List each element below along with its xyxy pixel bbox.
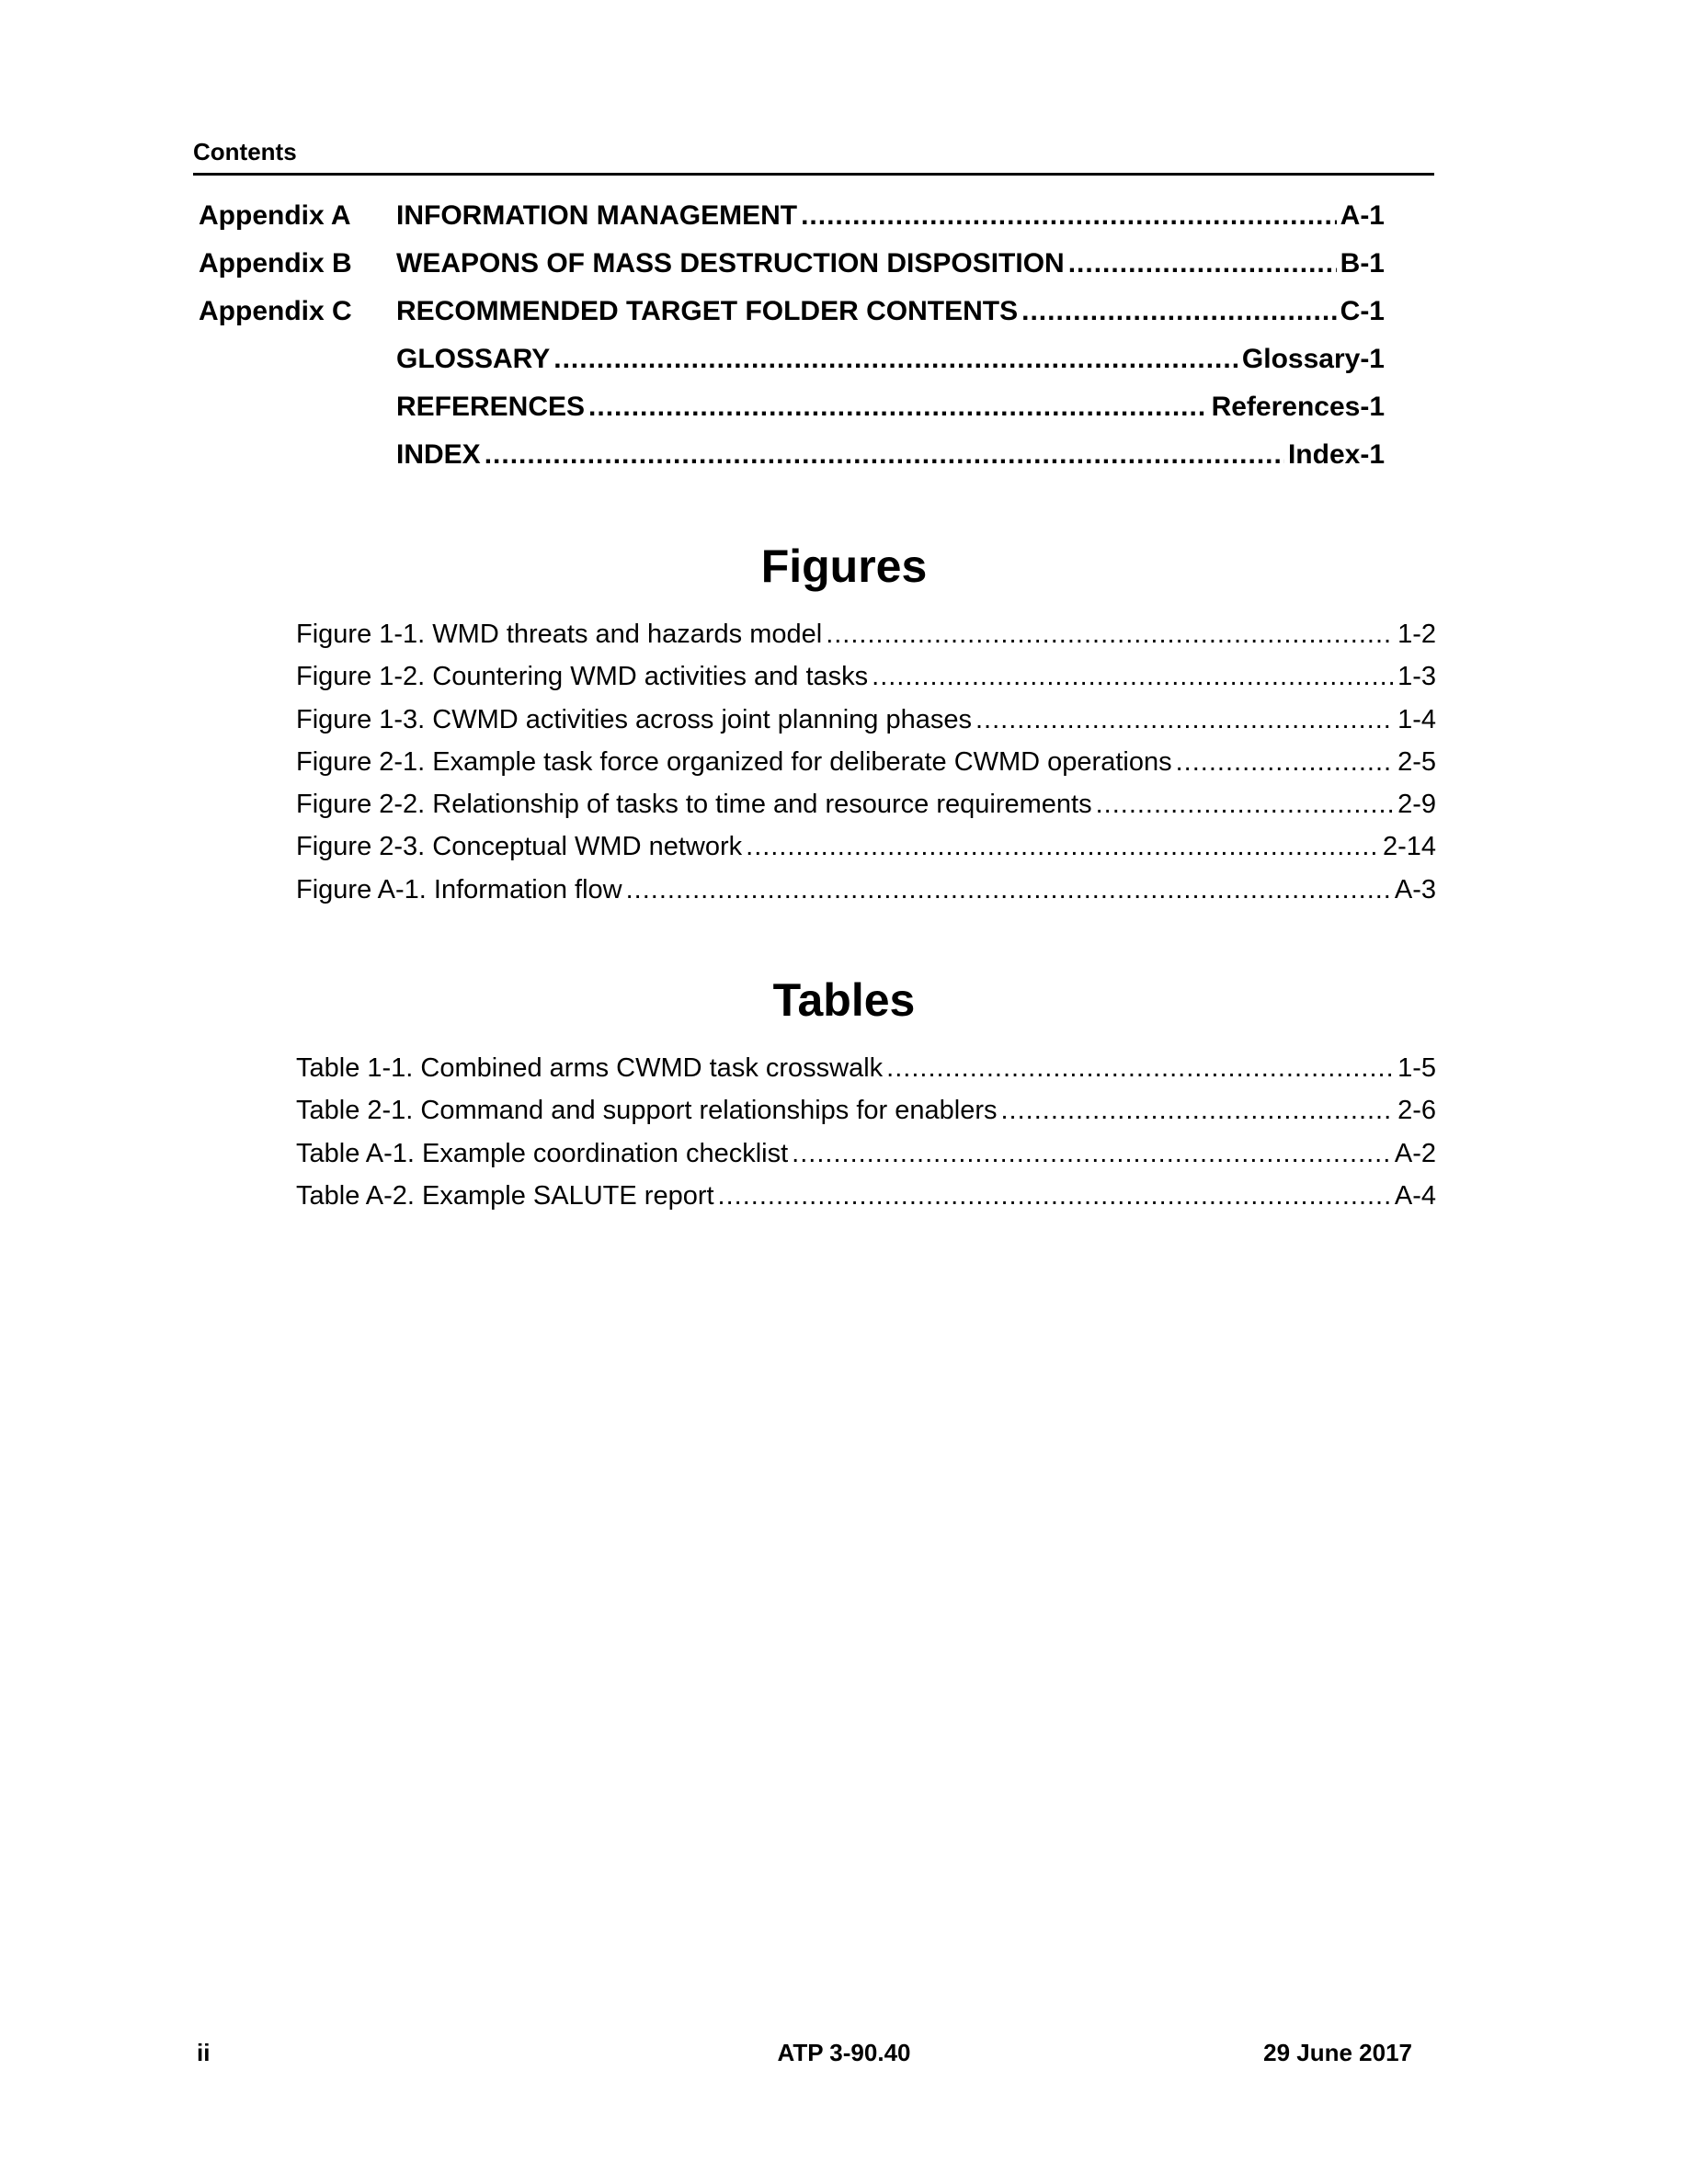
figure-entry-title: Figure 1-2. Countering WMD activities and tasks bbox=[296, 662, 869, 692]
toc-entry-title: INDEX bbox=[396, 439, 481, 470]
dot-leader bbox=[872, 662, 1394, 692]
figure-entry-title: Figure 1-1. WMD threats and hazards model bbox=[296, 620, 823, 649]
dot-leader bbox=[826, 620, 1394, 650]
dot-leader bbox=[1021, 296, 1337, 327]
table-entry[interactable] bbox=[296, 1053, 1436, 1096]
dot-leader bbox=[588, 392, 1208, 423]
toc-entry[interactable] bbox=[199, 392, 1385, 439]
toc-entry[interactable] bbox=[199, 344, 1385, 392]
toc-entry[interactable] bbox=[199, 248, 1385, 296]
dot-leader bbox=[1068, 248, 1337, 279]
table-entry-page: A-2 bbox=[1394, 1138, 1436, 1168]
figure-entry-page: 1-4 bbox=[1397, 704, 1436, 734]
toc-list bbox=[199, 200, 1385, 487]
table-entry[interactable] bbox=[296, 1139, 1436, 1181]
tables-list bbox=[296, 1053, 1436, 1223]
toc-entry-prefix: Appendix C bbox=[199, 296, 352, 326]
figure-entry[interactable] bbox=[296, 790, 1436, 832]
figure-entry-title: Figure 1-3. CWMD activities across joint planning phases bbox=[296, 704, 972, 734]
dot-leader bbox=[801, 200, 1337, 232]
dot-leader bbox=[485, 439, 1284, 471]
toc-entry-page: Glossary-1 bbox=[1241, 344, 1385, 374]
dot-leader bbox=[626, 875, 1391, 905]
toc-entry-prefix: Appendix A bbox=[199, 200, 351, 231]
dot-leader bbox=[1176, 747, 1394, 778]
footer-publication: ATP 3-90.40 bbox=[777, 2039, 911, 2066]
toc-entry-title: INFORMATION MANAGEMENT bbox=[396, 200, 798, 231]
figure-entry-page: 1-3 bbox=[1397, 662, 1436, 692]
toc-entry-page: A-1 bbox=[1340, 200, 1385, 231]
figures-list bbox=[296, 620, 1436, 917]
figure-entry-title: Figure 2-1. Example task force organized for deliberate CWMD operations bbox=[296, 746, 1172, 777]
dot-leader bbox=[746, 832, 1379, 862]
dot-leader bbox=[718, 1181, 1391, 1211]
page-header bbox=[193, 136, 1434, 176]
toc-entry-page: Index-1 bbox=[1287, 439, 1385, 470]
table-entry-page: A-4 bbox=[1394, 1180, 1436, 1211]
dot-leader bbox=[975, 705, 1394, 735]
figure-entry-page: A-3 bbox=[1394, 874, 1436, 904]
table-entry-page: 1-5 bbox=[1397, 1053, 1436, 1083]
header-rule bbox=[193, 173, 1434, 176]
toc-entry[interactable] bbox=[199, 439, 1385, 487]
toc-entry-title: GLOSSARY bbox=[396, 344, 551, 374]
figure-entry[interactable] bbox=[296, 875, 1436, 917]
figure-entry[interactable] bbox=[296, 662, 1436, 704]
toc-entry-title: WEAPONS OF MASS DESTRUCTION DISPOSITION bbox=[396, 248, 1065, 279]
table-entry-page: 2-6 bbox=[1397, 1096, 1436, 1126]
figure-entry-title: Figure A-1. Information flow bbox=[296, 874, 622, 904]
table-entry[interactable] bbox=[296, 1181, 1436, 1223]
dot-leader bbox=[886, 1053, 1394, 1084]
figure-entry-title: Figure 2-3. Conceptual WMD network bbox=[296, 832, 743, 862]
figure-entry[interactable] bbox=[296, 832, 1436, 874]
toc-entry-page: C-1 bbox=[1340, 296, 1385, 326]
figure-entry-page: 2-5 bbox=[1397, 746, 1436, 777]
toc-entry[interactable] bbox=[199, 296, 1385, 344]
toc-entry-page: References-1 bbox=[1211, 392, 1385, 422]
toc-entry-title: REFERENCES bbox=[396, 392, 586, 422]
dot-leader bbox=[1000, 1096, 1394, 1126]
toc-entry-page: B-1 bbox=[1340, 248, 1385, 279]
dot-leader bbox=[792, 1139, 1391, 1169]
toc-entry-title: RECOMMENDED TARGET FOLDER CONTENTS bbox=[396, 296, 1019, 326]
figures-heading: Figures bbox=[760, 540, 928, 592]
table-entry-title: Table 1-1. Combined arms CWMD task crosswalk bbox=[296, 1053, 884, 1083]
toc-entry[interactable] bbox=[199, 200, 1385, 248]
figure-entry[interactable] bbox=[296, 705, 1436, 747]
table-entry-title: Table 2-1. Command and support relationships for enablers bbox=[296, 1096, 998, 1126]
header-label: Contents bbox=[193, 138, 297, 165]
tables-heading: Tables bbox=[772, 974, 916, 1026]
footer-date: 29 June 2017 bbox=[1263, 2039, 1412, 2066]
table-entry-title: Table A-2. Example SALUTE report bbox=[296, 1180, 714, 1211]
footer-page-number: ii bbox=[197, 2039, 211, 2066]
table-entry-title: Table A-1. Example coordination checklist bbox=[296, 1138, 789, 1168]
table-entry[interactable] bbox=[296, 1096, 1436, 1138]
figure-entry-page: 2-14 bbox=[1382, 832, 1436, 862]
figure-entry-page: 1-2 bbox=[1397, 620, 1436, 649]
dot-leader bbox=[1096, 790, 1394, 820]
figure-entry[interactable] bbox=[296, 620, 1436, 662]
figure-entry[interactable] bbox=[296, 747, 1436, 790]
figure-entry-title: Figure 2-2. Relationship of tasks to time and resource requirements bbox=[296, 790, 1092, 820]
figure-entry-page: 2-9 bbox=[1397, 790, 1436, 820]
toc-entry-prefix: Appendix B bbox=[199, 248, 352, 279]
dot-leader bbox=[553, 344, 1238, 375]
